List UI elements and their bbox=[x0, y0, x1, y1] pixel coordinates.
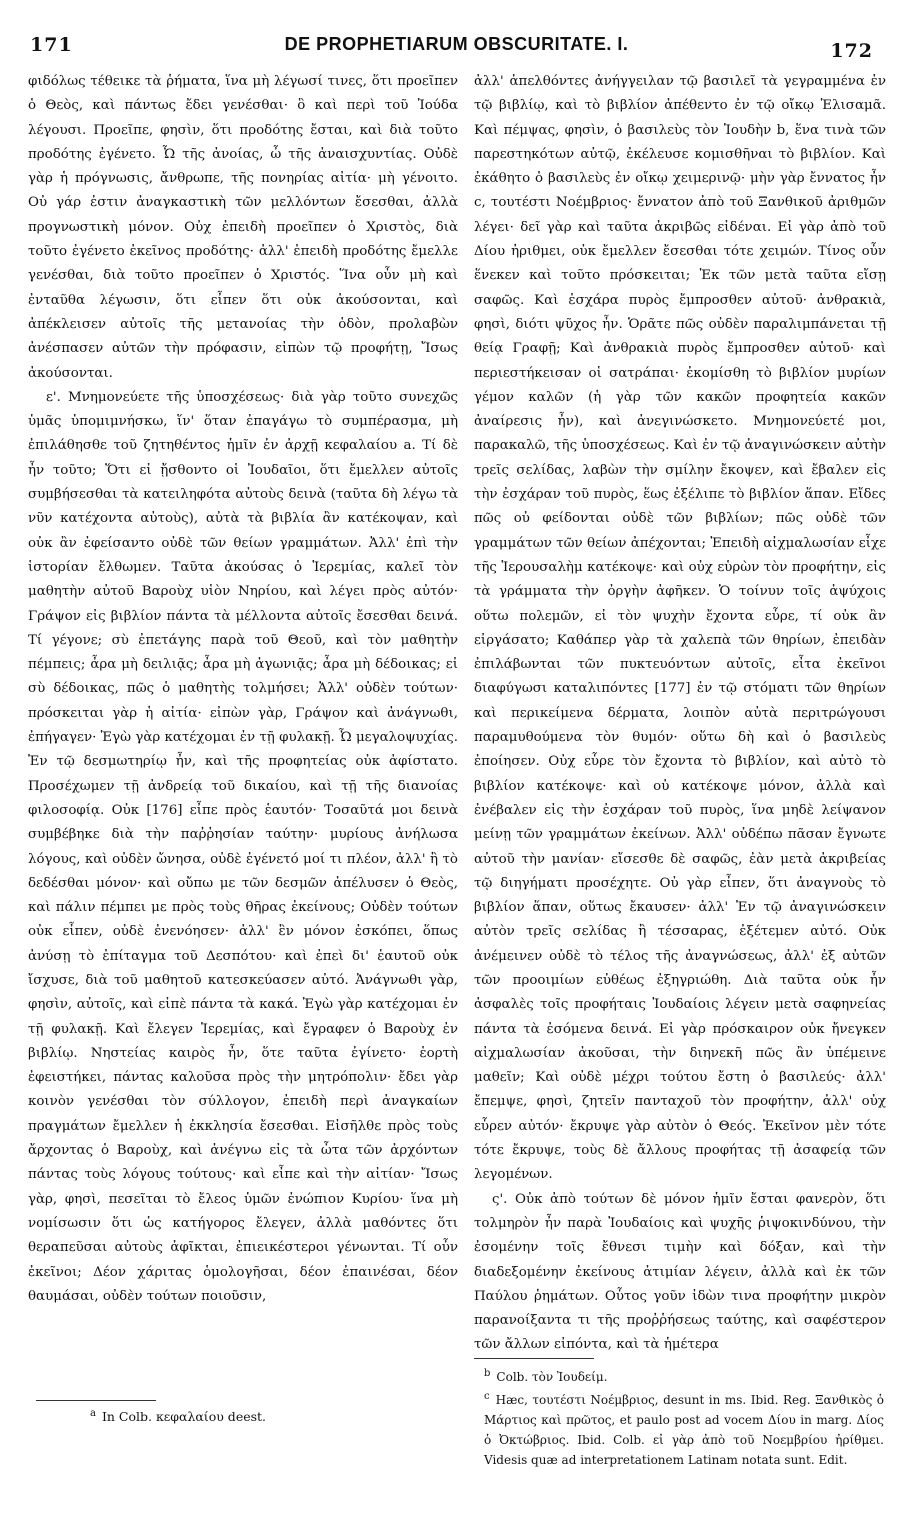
right-column bbox=[474, 70, 886, 1358]
footnote-b-text: Colb. τὸν Ἰουδείμ. bbox=[496, 1370, 608, 1384]
left-paragraph-2: ε'. Μνημονεύετε τῆς ὑποσχέσεως· διὰ γὰρ τοῦτο συνεχῶς ὑμᾶς ὑπομιμνήσκω, ἵν' ὅταν ἐπαγάγω τὸ συμπέρασμα, μὴ ἐπιλάθησθε τοῦ ζητηθέντος ἡμῖν ἐν ἀρχῇ κεφαλαίου a. Τί δὲ ἦν τοῦτο; Ὅτι εἰ ᾔσθοντο οἱ Ἰουδαῖοι, ὅτι ἔμελλεν αὐτοῖς συμβήσεσθαι τὰ κατειληφότα αὐτοὺς δεινὰ (ταῦτα δὴ λέγω τὰ νῦν κατέχοντα αὐτοὺς), αὐτὰ τὰ βιβλία ἂν κατέκοψαν, καὶ οὐκ ἂν ἐφείσαντο οὐδὲ τῶν θείων γραμμάτων. Ἀλλ' ἐπὶ τὴν ἱστορίαν ἔλθωμεν. Ταῦτα ἀκούσας ὁ Ἱερεμίας, καλεῖ τὸν μαθητὴν αὐτοῦ Βαροὺχ υἱὸν Νηρίου, καὶ λέγει πρὸς αὐτόν· Γράψον εἰς βιβλίον πάντα τὰ μέλλοντα αὐτοῖς ἔσεσθαι δεινά. Τί γέγονε; σὺ ἐπετάγης παρὰ τοῦ Θεοῦ, καὶ τὸν μαθητὴν πέμπεις; ἆρα μὴ δειλιᾷς; ἆρα μὴ ἀγωνιᾷς; ἆρα μὴ δέδοικας; εἰ σὺ δέδοικας, πῶς ὁ μαθητὴς τολμήσει; Ἀλλ' οὐδὲν τούτων· πρόσκειται γὰρ ἡ αἰτία· εἰπὼν γὰρ, Γράψον καὶ ἀνάγνωθι, ἐπήγαγεν· Ἐγὼ γὰρ κατέχομαι ἐν τῇ φυλακῇ. Ὦ μεγαλοψυχίας. Ἐν τῷ δεσμωτηρίῳ ἦν, καὶ τῆς προφητείας οὐκ ἀφίστατο. Προσέχωμεν τῇ ἀνδρείᾳ τοῦ δικαίου, καὶ τῇ τῆς διανοίας φιλοσοφίᾳ. Οὐκ [176] εἶπε πρὸς ἑαυτόν· Τοσαῦτά μοι δεινὰ συμβέβηκε διὰ τὴν παῤῥησίαν ταύτην· μυρίους ἀνήλωσα λόγους, καὶ οὐδὲν ὤνησα, οὐδὲ ἐγένετό μοί τι πλέον, ἀλλ' ἢ τὸ δεδέσθαι μόνον· καὶ οὔπω με τῶν δεσμῶν ἀπέλυσεν ὁ Θεὸς, καὶ πάλιν πέμπει με πρὸς τοὺς θῆρας ἐκείνους; Οὐδὲν τούτων οὐκ εἶπεν, οὐδὲ ἐνενόησεν· ἀλλ' ἓν μόνον ἐσκόπει, ὅπως ἀνύσῃ τὸ ἐπίταγμα τοῦ Δεσπότου· καὶ ἐπεὶ δι' ἑαυτοῦ οὐκ ἴσχυσε, διὰ τοῦ μαθητοῦ κατεσκεύασεν αὐτό. Ἀνάγνωθι γὰρ, φησὶν, αὐτοῖς, καὶ εἰπὲ πάντα τὰ κακά. Ἐγὼ γὰρ κατέχομαι ἐν τῇ φυλακῇ. Καὶ ἔλεγεν Ἱερεμίας, καὶ ἔγραφεν ὁ Βαροὺχ ἐν βιβλίῳ. Νηστείας καιρὸς ἦν, ὅτε ταῦτα ἐγίνετο· ἑορτὴ ἐφειστήκει, πάντας καλοῦσα πρὸς τὴν μητρόπολιν· ἔδει γὰρ κοινὸν γενέσθαι τὸν σύλλογον, ἐπειδὴ περὶ ἀναγκαίων πραγμάτων ἔμελλεν ἡ ἐκκλησία ἔσεσθαι. Εἰσῆλθε πρὸς τοὺς ἄρχοντας ὁ Βαροὺχ, καὶ ἀνέγνω εἰς τὰ ὦτα τῶν ἀρχόντων πάντας τοὺς λόγους τούτους· καὶ εἶπε καὶ τὴν αἰτίαν· Ἴσως γὰρ, φησὶ, πεσεῖται τὸ ἔλεος ὑμῶν ἐνώπιον Κυρίου· ἵνα μὴ νομίσωσιν ὅτι ὡς κατήγορος ἔλεγεν, ἀλλὰ μαθόντες ὅτι θεραπεῦσαι αὐτοὺς ἀφῖκται, ἐπιεικέστεροι γένωνται. Τί οὖν ἐκεῖνοι; Δέον χάριτας ὁμολογῆσαι, δέον ἐπαινέσαι, δέον θαυμάσαι, οὐδὲν τούτων ποιοῦσιν, bbox=[28, 389, 458, 1304]
footnote-c-marker: c bbox=[484, 1391, 490, 1402]
right-footnotes bbox=[484, 1364, 884, 1470]
footnote-b-marker: b bbox=[484, 1368, 491, 1379]
footnote-a bbox=[90, 1404, 266, 1427]
footnote-a-text: In Colb. κεφαλαίου deest. bbox=[101, 1409, 267, 1425]
footnote-a-marker: a bbox=[90, 1408, 96, 1419]
footnote-b bbox=[484, 1364, 884, 1387]
left-paragraph-1: φιδόλως τέθεικε τὰ ῥήματα, ἵνα μὴ λέγωσί τινες, ὅτι προεῖπεν ὁ Θεὸς, καὶ πάντως ἔδει γενέσθαι· ὃ καὶ περὶ τοῦ Ἰούδα λέγουσι. Προεῖπε, φησὶν, ὅτι προδότης ἔσται, καὶ διὰ τοῦτο προδότης ἐγένετο. Ὦ τῆς ἀνοίας, ὦ τῆς ἀναισχυντίας. Οὐδὲ γὰρ ἡ πρόγνωσις, ἄνθρωπε, τῆς πονηρίας αἰτία· μὴ γένοιτο. Οὐ γάρ ἐστιν ἀναγκαστικὴ τῶν μελλόντων ἔσεσθαι, ἀλλὰ προγνωστικὴ μόνον. Οὐχ ἐπειδὴ προεῖπεν ὁ Χριστὸς, διὰ τοῦτο ἐγένετο ἐκεῖνος προδότης· ἀλλ' ἐπειδὴ προδότης ἔμελλε γενέσθαι, διὰ τοῦτο προεῖπεν ὁ Χριστός. Ἵνα οὖν μὴ καὶ ἐνταῦθα λέγωσιν, ὅτι εἶπεν ὅτι οὐκ ἀκούσονται, καὶ ἀπέκλεισεν αὐτοῖς τῆς μετανοίας τὴν ὁδὸν, προλαβὼν ἀνέσπασεν αὐτῶν τὴν πρόφασιν, εἰπὼν τῷ προφήτῃ, Ἴσως ἀκούσονται. bbox=[28, 74, 458, 381]
running-title: DE PROPHETIARUM OBSCURITATE. I. bbox=[284, 34, 629, 54]
right-page-number: 172 bbox=[830, 40, 873, 62]
left-column bbox=[28, 70, 458, 1309]
right-footnote-rule bbox=[474, 1358, 594, 1359]
right-paragraph-1: ἀλλ' ἀπελθόντες ἀνήγγειλαν τῷ βασιλεῖ τὰ γεγραμμένα ἐν τῷ βιβλίῳ, καὶ τὸ βιβλίον ἀπέθεντο ἐν τῷ οἴκῳ Ἐλισαμᾶ. Καὶ πέμψας, φησὶν, ὁ βασιλεὺς τὸν Ἰουδὴν b, ἕνα τινὰ τῶν παρεστηκότων αὐτῷ, ἐκέλευσε κομισθῆναι τὸ βιβλίον. Καὶ ἐκάθητο ὁ βασιλεὺς ἐν οἴκῳ χειμερινῷ· μὴν γὰρ ἔννατος ἦν c, τουτέστι Νοέμβριος· ἔννατον ἀπὸ τοῦ Ξανθικοῦ ἀριθμῶν λέγει· δεῖ γὰρ καὶ ταῦτα ἀκριβῶς εἰδέναι. Εἰ γὰρ ἀπὸ τοῦ Δίου ἠριθμει, οὐκ ἔμελλεν ἔσεσθαι τότε χειμών. Τίνος οὖν ἕνεκεν καὶ τοῦτο πρόσκειται; Ἐκ τῶν μετὰ ταῦτα εἴσῃ σαφῶς. Καὶ ἐσχάρα πυρὸς ἔμπροσθεν αὐτοῦ· ἀνθρακιὰ, φησὶ, διότι ψῦχος ἦν. Ὁρᾶτε πῶς οὐδὲν παραλιμπάνεται τῇ θείᾳ Γραφῇ; Καὶ ἀνθρακιὰ πυρὸς ἔμπροσθεν αὐτοῦ· καὶ περιεστήκεισαν οἱ σατράπαι· ἐκομίσθη τὸ βιβλίον μυρίων γέμον καλῶν (ἡ γὰρ τῶν κακῶν προφητεία κακῶν ἀναίρεσις ἦν), καὶ ἀνεγινώσκετο. Μνημονεύετέ μοι, παρακαλῶ, τῆς ὑποσχέσεως. Καὶ ἐν τῷ ἀναγινώσκειν αὐτὴν τρεῖς σελίδας, λαβὼν τὴν σμίλην ἔκοψεν, καὶ ἔβαλεν εἰς τὴν ἐσχάραν τοῦ πυρὸς, ἕως ἐξέλιπε τὸ βιβλίον ἅπαν. Εἴδες πῶς οὐ φείδονται οὐδὲ τῶν βιβλίων; πῶς οὐδὲ τῶν γραμμάτων τῶν θείων ἀπέχονται; Ἐπειδὴ αἰχμαλωσίαν εἶχε τῆς Ἱερουσαλὴμ κατέκοψε· καὶ οὐχ εὑρὼν τὸν προφήτην, εἰς τὰ γράμματα τὴν ὀργὴν ἀφῆκεν. Ὁ τοίνυν τοῖς ἀψύχοις οὕτω πολεμῶν, εἰ τὸν ψυχὴν ἔχοντα εὗρε, τί οὐκ ἂν εἰργάσατο; Καθάπερ γὰρ τὰ χαλεπὰ τῶν θηρίων, ἐπειδὰν ἐπιλάβωνται τῶν πυκτευόντων αὐτοῖς, εἶτα ἐκεῖνοι διαφύγωσι καταλιπόντες [177] ἐν τῷ στόματι τῶν θηρίων καὶ περικείμενα δέρματα, λοιπὸν αὐτὰ περιτρώγουσι παραμυθούμενα τὸν θυμόν· οὕτω δὴ καὶ ὁ βασιλεὺς ἐποίησεν. Οὐχ εὗρε τὸν ἔχοντα τὸ βιβλίον, καὶ αὐτὸ τὸ βιβλίον κατέκοψε· καὶ οὐ κατέκοψε μόνον, ἀλλὰ καὶ ἐνέβαλεν εἰς τὴν ἐσχάραν τοῦ πυρὸς, ἵνα μηδὲ λείψανον μείνῃ τῶν γραμμάτων ἐκείνων. Ἀλλ' οὐδέπω πᾶσαν ἔγνωτε αὐτοῦ τὴν μανίαν· εἴσεσθε δὲ σαφῶς, ἐὰν μετὰ ἀκριβείας τῷ διηγήματι προσέχητε. Οὐ γὰρ εἶπεν, ὅτι ἀναγνοὺς τὸ βιβλίον ἅπαν, οὕτως ἔκαυσεν· ἀλλ' Ἐν τῷ ἀναγινώσκειν αὐτὸν τρεῖς σελίδας ἢ τέσσαρας, ἐξέτεμεν αὐτό. Οὐκ ἀνέμεινεν οὐδὲ τὸ τέλος τῆς ἀναγνώσεως, ἀλλ' ἐξ αὐτῶν τῶν προοιμίων εὐθέως ἐξηγριώθη. Διὰ ταῦτα οὐκ ἦν ἀσφαλὲς τοῖς προφήταις Ἰουδαίοις λέγειν μετὰ σαφηνείας πάντα τὰ ἐσόμενα δεινά. Εἰ γὰρ πρόσκαιρον οὐκ ἤνεγκεν αἰχμαλωσίαν ἀκοῦσαι, τὴν διηνεκῆ πῶς ἂν ὑπέμεινε μαθεῖν; Καὶ οὐδὲ μέχρι τούτου ἔστη ὁ βασιλεύς· ἀλλ' ἔπεμψε, φησὶ, ζητεῖν πανταχοῦ τὸν προφήτην, ἀλλ' οὐχ εὗρεν αὐτόν· ἔκρυψε γὰρ αὐτὸν ὁ Θεός. Ἐκεῖνον μὲν τότε τότε ἔκρυψε, τοὺς δὲ ἄλλους προφήτας τῇ ἀσαφείᾳ τῶν λεγομένων. bbox=[474, 74, 886, 1183]
footnote-c bbox=[484, 1387, 884, 1470]
right-paragraph-2: ς'. Οὐκ ἀπὸ τούτων δὲ μόνον ἡμῖν ἔσται φανερὸν, ὅτι τολμηρὸν ἦν παρὰ Ἰουδαίοις καὶ ψυχῆς ῥιψοκινδύνου, τὴν ἐσομένην τοῖς ἔθνεσι τιμὴν καὶ δόξαν, καὶ τὴν διαδεξομένην ἐκείνους ἀτιμίαν λέγειν, ἀλλὰ καὶ ἐκ τῶν Παύλου ῥημάτων. Οὗτος γοῦν ἰδὼν τινα προφήτην μικρὸν παρανοίξαντα τι τῆς προῤῥήσεως ταύτης, καὶ σαφέστερον τῶν ἄλλων εἰπόντα, καὶ τὰ ἡμέτερα bbox=[474, 1191, 886, 1353]
footnote-c-text: Hæc, τουτέστι Νοέμβριος, desunt in ms. Ibid. Reg. Ξανθικὸς ὁ Μάρτιος καὶ πρῶτος, et paulo post ad vocem Δίου in marg. Δίος ὁ Ὀκτώβριος. Ibid. Colb. εἰ γὰρ ἀπὸ τοῦ Νοεμβρίου ἠρίθμει. Videsis quæ ad interpretationem Latinam notata sunt. Edit. bbox=[484, 1393, 884, 1467]
running-header bbox=[30, 34, 883, 64]
left-page-number: 171 bbox=[30, 34, 73, 56]
left-footnote-rule bbox=[36, 1400, 156, 1401]
